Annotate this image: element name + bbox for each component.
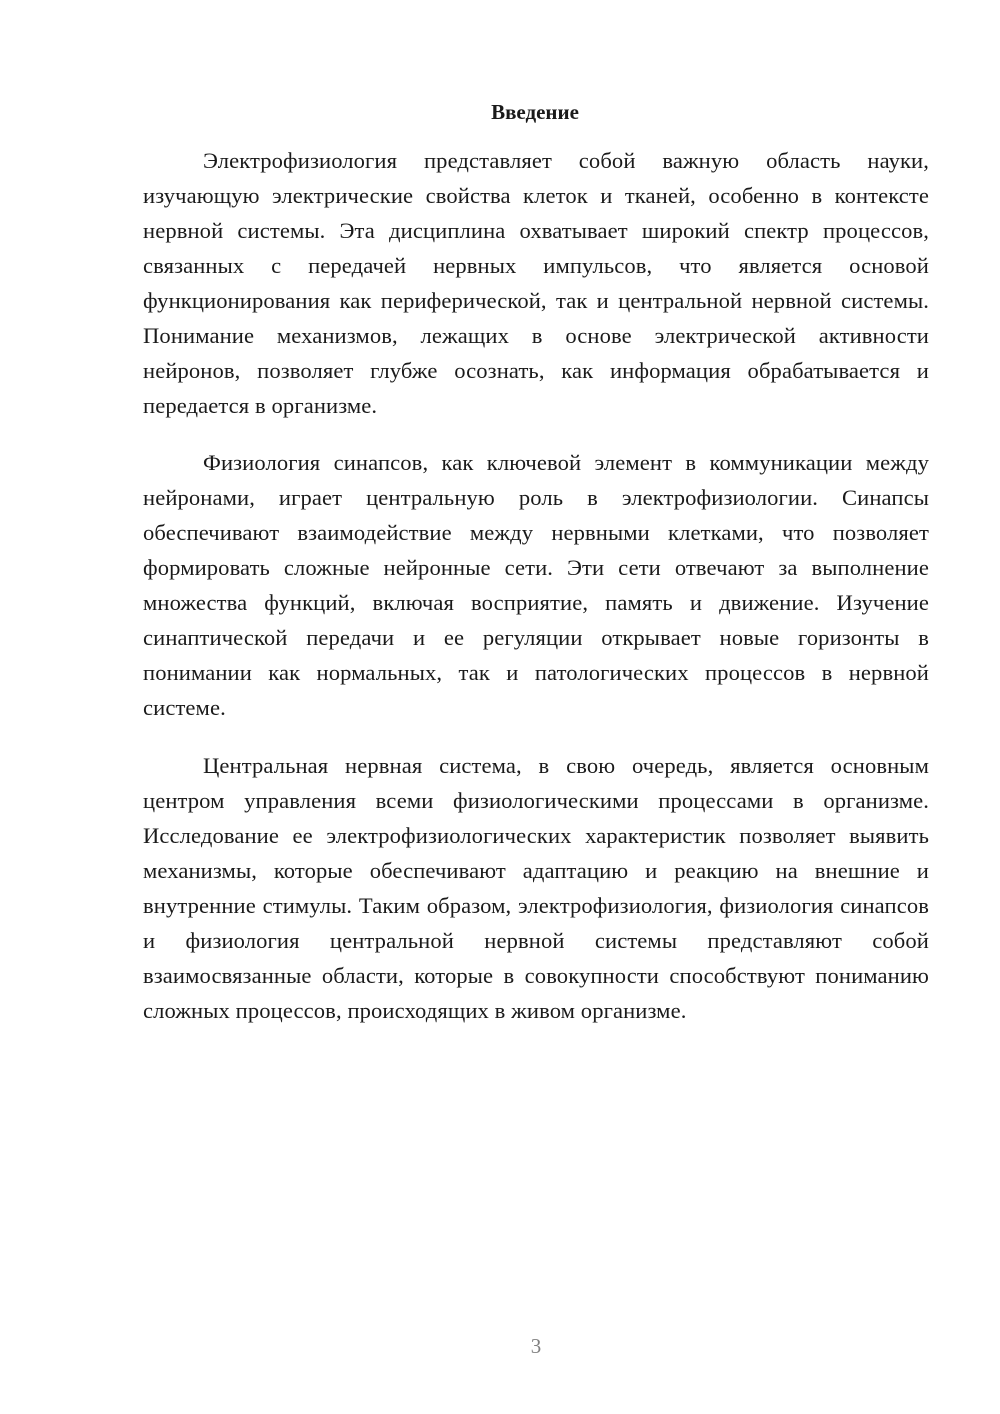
paragraph-2: Физиология синапсов, как ключевой элемент в коммуникации между нейронами, играет центральную роль в электрофизиологии. Синапсы обеспечивают взаимодействие между нервными клетками, что позволяет формировать сложные нейронные сети. Эти сети отвечают за выполнение множества функций, включая восприятие, память и движение. Изучение синаптической передачи и ее регуляции открывает новые горизонты в понимании как нормальных, так и патологических процессов в нервной системе. — [143, 450, 929, 720]
section-title: Введение — [491, 100, 579, 124]
paragraph-3: Центральная нервная система, в свою очередь, является основным центром управления всеми физиологическими процессами в организме. Исследование ее электрофизиологических характеристик позволяет выявить механизмы, которые обеспечивают адаптацию и реакцию на внешние и внутренние стимулы. Таким образом, электрофизиология, физиология синапсов и физиология центральной нервной системы представляют собой взаимосвязанные области, которые в совокупности способствуют пониманию сложных процессов, происходящих в живом организме. — [143, 753, 929, 1023]
paragraph-1: Электрофизиология представляет собой важную область науки, изучающую электрические свойства клеток и тканей, особенно в контексте нервной системы. Эта дисциплина охватывает широкий спектр процессов, связанных с передачей нервных импульсов, что является основой функционирования как периферической, так и центральной нервной системы. Понимание механизмов, лежащих в основе электрической активности нейронов, позволяет глубже осознать, как информация обрабатывается и передается в организме. — [143, 148, 929, 418]
page-number: 3 — [530, 1334, 542, 1358]
